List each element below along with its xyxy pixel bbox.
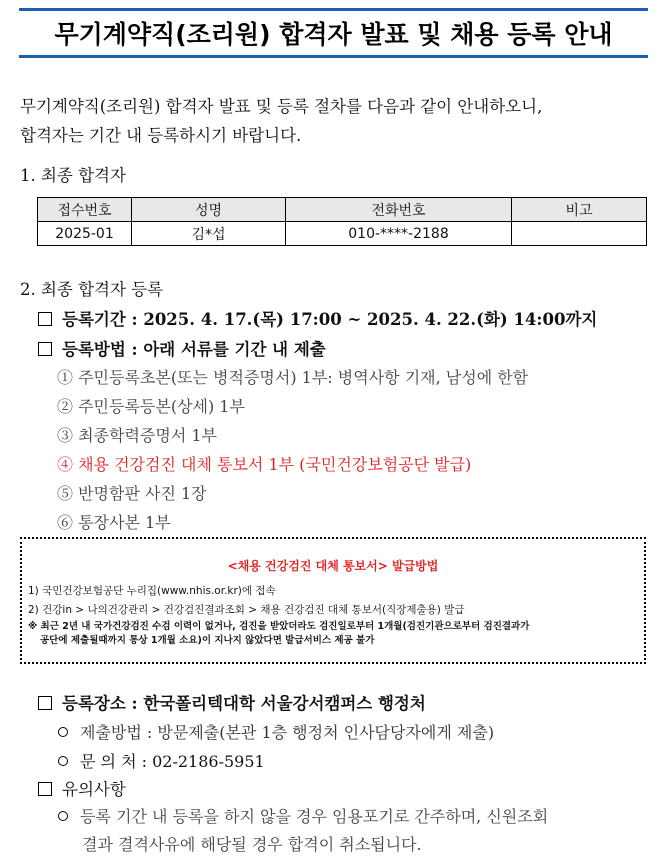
intro-line-1: 무기계약직(조리원) 합격자 발표 및 등록 절차를 다음과 같이 안내하오니, [20, 97, 543, 116]
registration-period [38, 306, 597, 330]
contact-text: 문 의 처 : 02-2186-5951 [80, 752, 265, 771]
bullet-circle-icon [58, 727, 68, 737]
checkbox-square-icon [38, 312, 52, 326]
intro-line-2: 합격자는 기간 내 등록하시기 바랍니다. [20, 126, 302, 145]
table-header-cell: 접수번호 [38, 198, 132, 222]
notice-title: <채용 건강검진 대체 통보서> 발급방법 [227, 559, 439, 573]
place-text: 등록장소 : 한국폴리텍대학 서울강서캠퍼스 행정처 [62, 694, 426, 713]
registration-place [38, 690, 426, 714]
document-item: ⑤ 반명함판 사진 1장 [57, 484, 207, 503]
caution-heading [38, 776, 126, 800]
checkbox-square-icon [38, 696, 52, 710]
section-1-heading: 1. 최종 합격자 [20, 166, 126, 185]
table-row [38, 222, 647, 246]
document-item: ③ 최종학력증명서 1부 [57, 426, 217, 445]
method-text: 등록방법 : 아래 서류를 기간 내 제출 [62, 340, 326, 359]
caution-heading-text: 유의사항 [62, 780, 126, 799]
document-item: ⑥ 통장사본 1부 [57, 513, 171, 532]
table-cell: 김*섭 [132, 222, 286, 246]
contact-info [58, 749, 265, 772]
document-item-highlighted: ④ 채용 건강검진 대체 통보서 1부 (국민건강보험공단 발급) [57, 455, 472, 474]
section-2-heading: 2. 최종 합격자 등록 [20, 280, 164, 299]
notice-step-2: 2) 건강in > 나의건강관리 > 건강검진결과조회 > 채용 건강검진 대체 통보서(직장제출용) 발급 [28, 604, 465, 616]
document-item: ① 주민등록초본(또는 병적증명서) 1부: 병역사항 기재, 남성에 한함 [57, 368, 529, 387]
checkbox-square-icon [38, 342, 52, 356]
bullet-circle-icon [58, 811, 68, 821]
registration-method [38, 336, 326, 360]
table-header-cell: 전화번호 [286, 198, 512, 222]
table-header-cell: 비고 [512, 198, 647, 222]
notice-warning-2: 공단에 제출될때까지 통상 1개월 소요)이 지나지 않았다면 발급서비스 제공 불가 [40, 635, 375, 646]
title-banner [19, 8, 648, 58]
document-item: ② 주민등록등본(상세) 1부 [57, 397, 245, 416]
notice-warning-1: ※ 최근 2년 내 국가건강검진 수검 이력이 없거나, 검진을 받았더라도 검진일로부터 1개월(검진기관으로부터 검진결과가 [28, 621, 530, 632]
table-cell [512, 222, 647, 246]
table-cell: 2025-01 [38, 222, 132, 246]
table-cell: 010-****-2188 [286, 222, 512, 246]
notice-step-1: 1) 국민건강보험공단 누리집(www.nhis.or.kr)에 접속 [28, 585, 276, 597]
submit-method-text: 제출방법 : 방문제출(본관 1층 행정처 인사담당자에게 제출) [80, 723, 495, 742]
notice-box [20, 537, 646, 664]
caution-line-1 [58, 804, 548, 827]
caution-text-1: 등록 기간 내 등록을 하지 않을 경우 임용포기로 간주하며, 신원조회 [80, 807, 549, 826]
checkbox-square-icon [38, 782, 52, 796]
table-header-cell: 성명 [132, 198, 286, 222]
period-text: 등록기간 : 2025. 4. 17.(목) 17:00 ~ 2025. 4. 22.(화) 14:00까지 [62, 310, 598, 329]
bullet-circle-icon [58, 756, 68, 766]
table-header-row [38, 198, 647, 222]
caution-line-2: 결과 결격사유에 해당될 경우 합격이 취소됩니다. [82, 835, 422, 854]
page-title: 무기계약직(조리원) 합격자 발표 및 채용 등록 안내 [54, 20, 613, 49]
submit-method [58, 720, 494, 743]
finalist-table [37, 197, 647, 246]
